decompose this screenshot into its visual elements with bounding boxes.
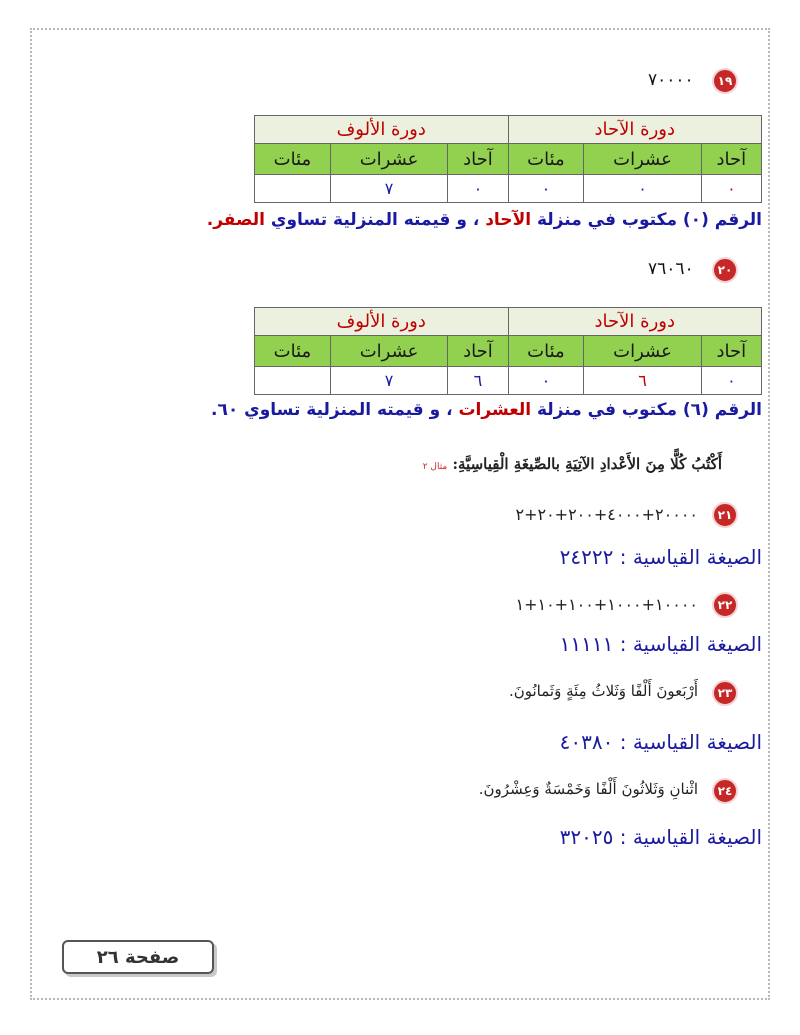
place-value-cell: ٧ xyxy=(330,175,447,203)
number-in-words: أَرْبَعونَ أَلْفًا وَثَلاثُ مِئَةٍ وَثَمانُونَ. xyxy=(508,682,698,700)
column-header: آحاد xyxy=(701,144,761,175)
question-number-value: ٧٠٠٠٠ xyxy=(648,70,694,90)
question-number-badge: ١٩ xyxy=(712,68,738,94)
column-header: عشرات xyxy=(330,144,447,175)
place-value-cell: ٠ xyxy=(701,175,761,203)
column-header: مئات xyxy=(508,336,584,367)
place-value-cell: ٧ xyxy=(330,367,447,395)
standard-form-answer: الصيغة القياسية : ٤٠٣٨٠ xyxy=(559,730,762,754)
place-value: الصفر. xyxy=(206,210,265,230)
place-value-cell xyxy=(255,175,331,203)
column-header: عشرات xyxy=(584,144,701,175)
expanded-form: ١٠٠٠٠+١٠٠٠+١٠٠+١٠+١ xyxy=(515,595,698,614)
standard-form-answer: الصيغة القياسية : ٢٤٢٢٢ xyxy=(559,545,762,569)
ones-cycle-header: دورة الآحاد xyxy=(508,308,761,336)
question-number-value: ٧٦٠٦٠ xyxy=(648,259,694,279)
place-name: الآحاد xyxy=(485,210,532,230)
explanation-part: الرقم (٠) مكتوب في منزلة xyxy=(536,210,762,230)
number-in-words: اثْنانِ وَثَلاثُونَ أَلْفًا وَخَمْسَةٌ وَعِشْرُونَ. xyxy=(478,780,698,798)
column-header: مئات xyxy=(508,144,584,175)
column-header: مئات xyxy=(255,144,331,175)
question-number-badge: ٢٠ xyxy=(712,257,738,283)
thousands-cycle-header: دورة الألوف xyxy=(255,116,509,144)
place-value-table xyxy=(254,115,762,203)
place-value-cell: ٠ xyxy=(448,175,508,203)
thousands-cycle-header: دورة الألوف xyxy=(255,308,509,336)
standard-form-answer: الصيغة القياسية : ١١١١١ xyxy=(559,632,762,656)
section-heading xyxy=(423,455,722,473)
example-reference: مثال ٢ xyxy=(422,462,448,472)
heading-text: أَكْتُبُ كُلًّا مِنَ الأَعْدادِ الآتِيَةِ بالصِّيغَةِ الْقِياسِيَّةِ: xyxy=(452,455,722,473)
explanation-text xyxy=(211,400,762,420)
place-value-cell: ٠ xyxy=(701,367,761,395)
place-name: العشرات xyxy=(458,400,532,420)
question-number-badge: ٢٢ xyxy=(712,592,738,618)
page-number-label: صفحة ٢٦ xyxy=(62,940,214,974)
place-value-cell xyxy=(255,367,331,395)
column-header: آحاد xyxy=(701,336,761,367)
column-header: آحاد xyxy=(448,336,508,367)
column-header: عشرات xyxy=(584,336,701,367)
question-number-badge: ٢٣ xyxy=(712,680,738,706)
explanation-part: الرقم (٦) مكتوب في منزلة xyxy=(536,400,762,420)
standard-form-answer: الصيغة القياسية : ٣٢٠٢٥ xyxy=(559,825,762,849)
place-value-cell: ٠ xyxy=(584,175,701,203)
place-value-cell: ٦ xyxy=(448,367,508,395)
explanation-text xyxy=(207,210,762,230)
explanation-part: ، و قيمته المنزلية تساوي ٦٠. xyxy=(211,400,453,420)
ones-cycle-header: دورة الآحاد xyxy=(508,116,761,144)
place-value-cell: ٠ xyxy=(508,367,584,395)
explanation-part: ، و قيمته المنزلية تساوي xyxy=(270,210,480,230)
column-header: مئات xyxy=(255,336,331,367)
place-value-table xyxy=(254,307,762,395)
question-number-badge: ٢٤ xyxy=(712,778,738,804)
column-header: عشرات xyxy=(330,336,447,367)
place-value-cell: ٠ xyxy=(508,175,584,203)
question-number-badge: ٢١ xyxy=(712,502,738,528)
place-value-cell: ٦ xyxy=(584,367,701,395)
column-header: آحاد xyxy=(448,144,508,175)
expanded-form: ٢٠٠٠٠+٤٠٠٠+٢٠٠+٢٠+٢ xyxy=(515,505,698,524)
